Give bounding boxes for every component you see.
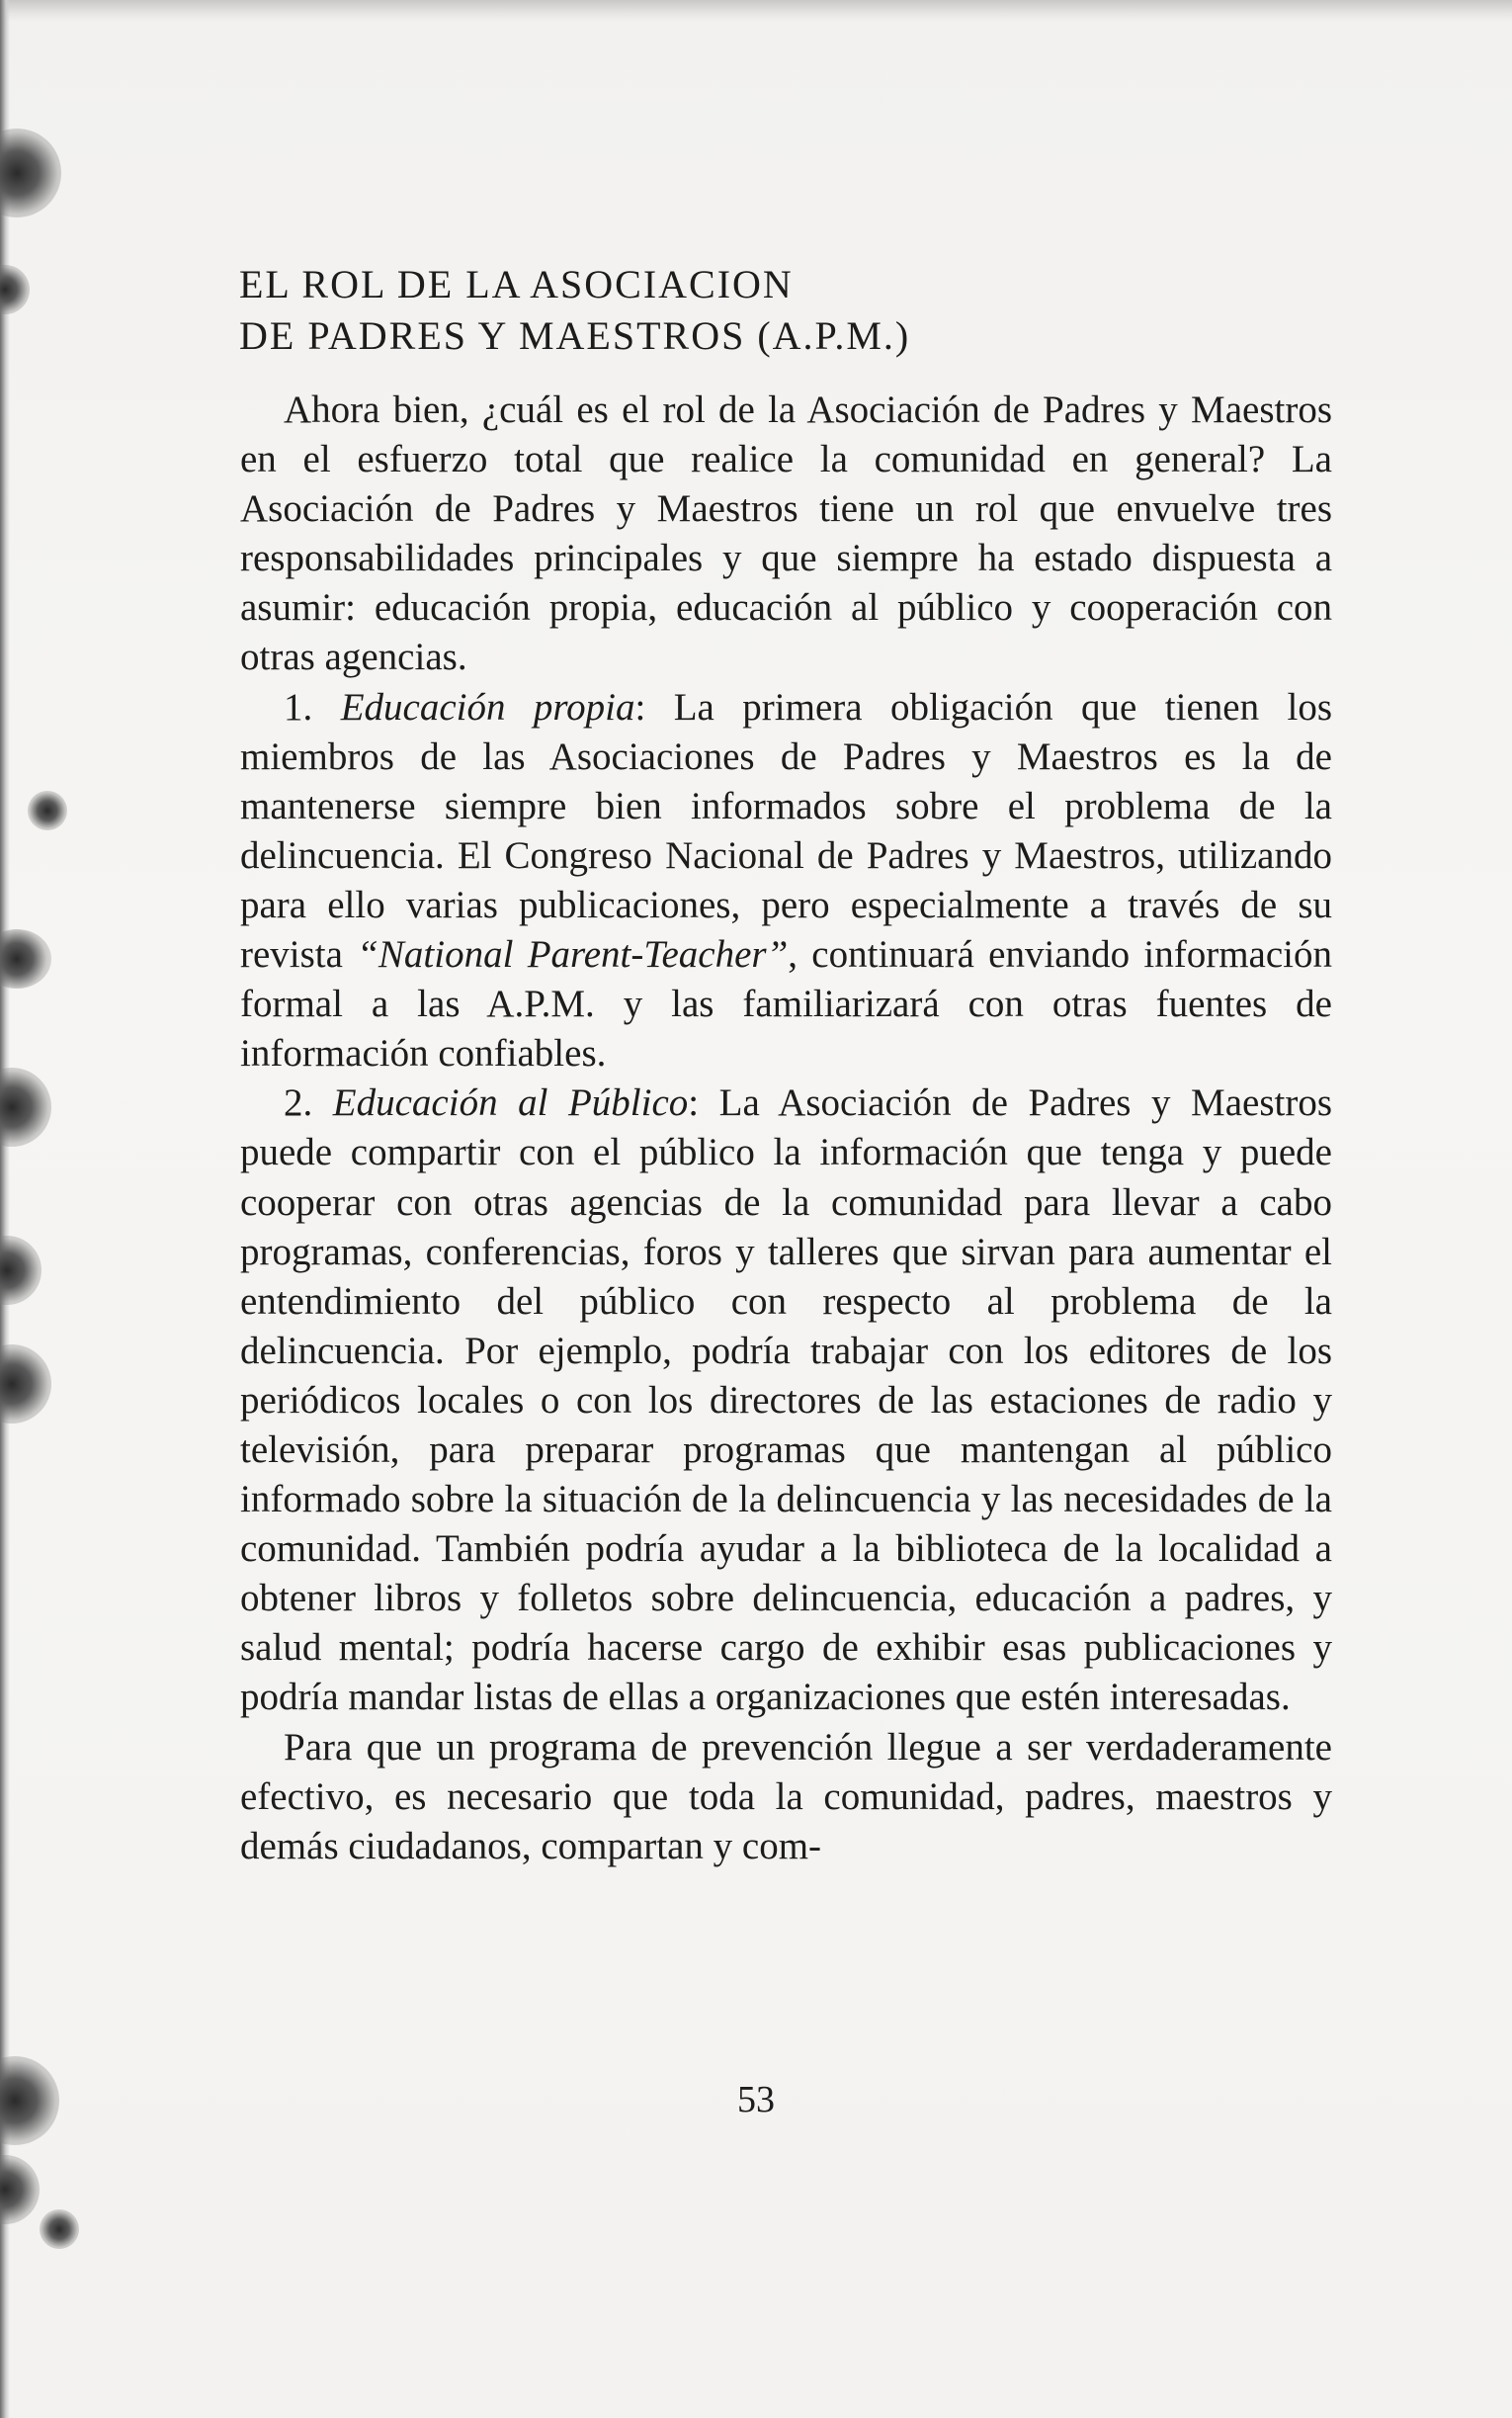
binding-hole (0, 265, 30, 314)
item-1-number: 1. (284, 685, 313, 729)
item-1-paragraph (240, 683, 1332, 1079)
intro-paragraph: Ahora bien, ¿cuál es el rol de la Asociación de Padres y Maestros en el esfuerzo total que realice la comunidad en general? La Asociación de Padres y Maestros tiene un rol que envuelve tres responsabilidades principales y que siempre ha estado dispuesta a asumir: educación propia, educación al público y cooperación con otras agencias. (240, 389, 1332, 679)
item-1-magazine: “National Parent-Teacher” (357, 933, 789, 977)
closing-paragraph: Para que un programa de prevención llegue a ser verdaderamente efectivo, es necesario que toda la comunidad, padres, maestros y demás ciudadanos, compartan y com- (240, 1725, 1332, 1867)
item-2-text: : La Asociación de Padres y Maestros puede compartir con el público la información que tenga y puede cooperar con otras agencias de la comunidad para llevar a cabo programas, conferencias, foros y talleres que sirvan para aumentar el entendimiento del público con respecto al problema de la delincuencia. Por ejemplo, podría trabajar con los editores de los periódicos locales o con los directores de las estaciones de radio y televisión, para preparar programas que mantengan al público informado sobre la situación de la delincuencia y las necesidades de la comunidad. También podría ayudar a la biblioteca de la localidad a obtener libros y folletos sobre delincuencia, educación a padres, y salud mental; podría hacerse cargo de exhibir esas publicaciones y podría mandar listas de ellas a organizaciones que estén interesadas. (240, 1081, 1332, 1719)
binding-hole (0, 1068, 51, 1147)
page-number: 53 (737, 2079, 775, 2120)
item-1-heading: Educación propia (340, 685, 635, 729)
item-2-number: 2. (284, 1081, 313, 1125)
binding-hole (0, 1236, 42, 1305)
binding-hole (0, 929, 51, 989)
binding-hole (0, 2155, 40, 2224)
section-title-line-1: EL ROL DE LA ASOCIACION (239, 262, 794, 306)
binding-hole (28, 791, 67, 830)
section-title-line-2: DE PADRES Y MAESTROS (A.P.M.) (239, 313, 911, 358)
item-1-text: : La primera obligación que tienen los miembros de las Asociaciones de Padres y Maestros es la de mantenerse siempre bien informados sobre el problema de la delincuencia. El Congreso Nacional de Padres y Maestros, utilizando para ello varias publicaciones, pero especialmente a través de su revista (240, 685, 1333, 977)
binding-hole (0, 1344, 51, 1424)
section-title (239, 259, 1326, 362)
page-top-shadow (0, 0, 1512, 22)
binding-hole (0, 129, 61, 217)
page-left-shadow (0, 0, 10, 2418)
body-text (240, 386, 1332, 1871)
item-1-text-end: , continuará enviando información formal a las A.P.M. y las familiarizará con otras fuentes de información confiables. (240, 933, 1332, 1076)
item-2-heading: Educación al Público (332, 1081, 689, 1125)
item-2-paragraph (240, 1079, 1332, 1722)
binding-hole (40, 2209, 79, 2249)
